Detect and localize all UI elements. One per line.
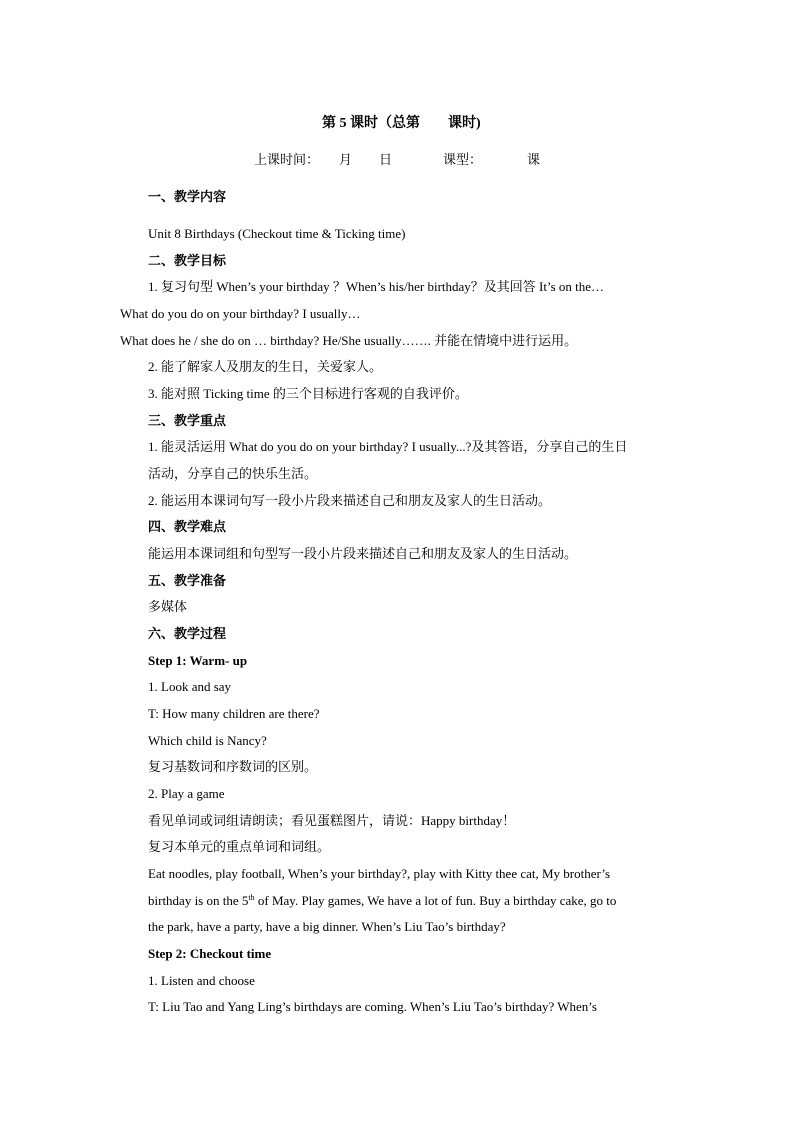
game-description: 看见单词或词组请朗读；看见蛋糕图片，请说：Happy birthday！ <box>148 813 516 828</box>
review-key-words: 复习本单元的重点单词和词组。 <box>148 839 331 854</box>
listen-and-choose: 1. Listen and choose <box>148 973 255 988</box>
heading-difficulties: 四、教学难点 <box>148 519 227 534</box>
look-and-say: 1. Look and say <box>148 679 232 694</box>
word-list-line-2-start: birthday is on the 5 <box>148 893 249 908</box>
lesson-type-label: 课型： <box>443 152 483 167</box>
teaching-content-text: Unit 8 Birthdays (Checkout time & Ticking time) <box>148 226 406 241</box>
month-label: 月 <box>339 152 353 167</box>
ordinal-suffix: th <box>248 893 255 902</box>
goal-3: 3. 能对照 Ticking time 的三个目标进行客观的自我评价。 <box>148 386 468 401</box>
heading-teaching-content: 一、教学内容 <box>148 189 227 204</box>
preparation-text: 多媒体 <box>148 599 188 614</box>
step-2-heading: Step 2: Checkout time <box>148 946 272 961</box>
goal-2: 2. 能了解家人及朋友的生日，关爱家人。 <box>148 359 383 374</box>
goal-1-line-1: 1. 复习句型 When’s your birthday ？When’s his/her birthday？及其回答 It’s on the… <box>148 279 605 294</box>
review-numbers: 复习基数词和序数词的区别。 <box>148 759 318 774</box>
key-point-2: 2. 能运用本课词句写一段小片段来描述自己和朋友及家人的生日活动。 <box>148 493 552 508</box>
heading-key-points: 三、教学重点 <box>148 413 227 428</box>
goal-1-line-2: What do you do on your birthday? I usually… <box>120 306 361 321</box>
word-list-line-3: the park, have a party, have a big dinner. When’s Liu Tao’s birthday? <box>148 919 506 934</box>
word-list-line-1: Eat noodles, play football, When’s your birthday?, play with Kitty thee cat, My brother’s <box>148 866 611 881</box>
word-list-line-2-end: of May. Play games, We have a lot of fun. Buy a birthday cake, go to <box>254 893 617 908</box>
step-1-heading: Step 1: Warm- up <box>148 653 248 668</box>
word-list-line-2 <box>148 893 616 911</box>
heading-teaching-goals: 二、教学目标 <box>148 253 227 268</box>
heading-preparation: 五、教学准备 <box>148 573 227 588</box>
teacher-question-2: Which child is Nancy? <box>148 733 267 748</box>
goal-1-line-3: What does he / she do on … birthday? He/She usually……. 并能在情境中进行运用。 <box>120 333 578 348</box>
teacher-question-1: T: How many children are there? <box>148 706 320 721</box>
day-label: 日 <box>379 152 393 167</box>
key-point-1-line-2: 活动，分享自己的快乐生活。 <box>148 466 318 481</box>
difficulties-text: 能运用本课词组和句型写一段小片段来描述自己和朋友及家人的生日活动。 <box>148 546 578 561</box>
page-title: 第 5 课时（总第 课时) <box>322 116 481 131</box>
lesson-label: 课 <box>527 152 541 167</box>
key-point-1-line-1: 1. 能灵活运用 What do you do on your birthday? I usually...?及其答语，分享自己的生日 <box>148 439 628 454</box>
class-time-label: 上课时间： <box>254 152 320 167</box>
play-a-game: 2. Play a game <box>148 786 225 801</box>
heading-process: 六、教学过程 <box>148 626 227 641</box>
teacher-question-3: T: Liu Tao and Yang Ling’s birthdays are coming. When’s Liu Tao’s birthday? When’s <box>148 999 597 1014</box>
